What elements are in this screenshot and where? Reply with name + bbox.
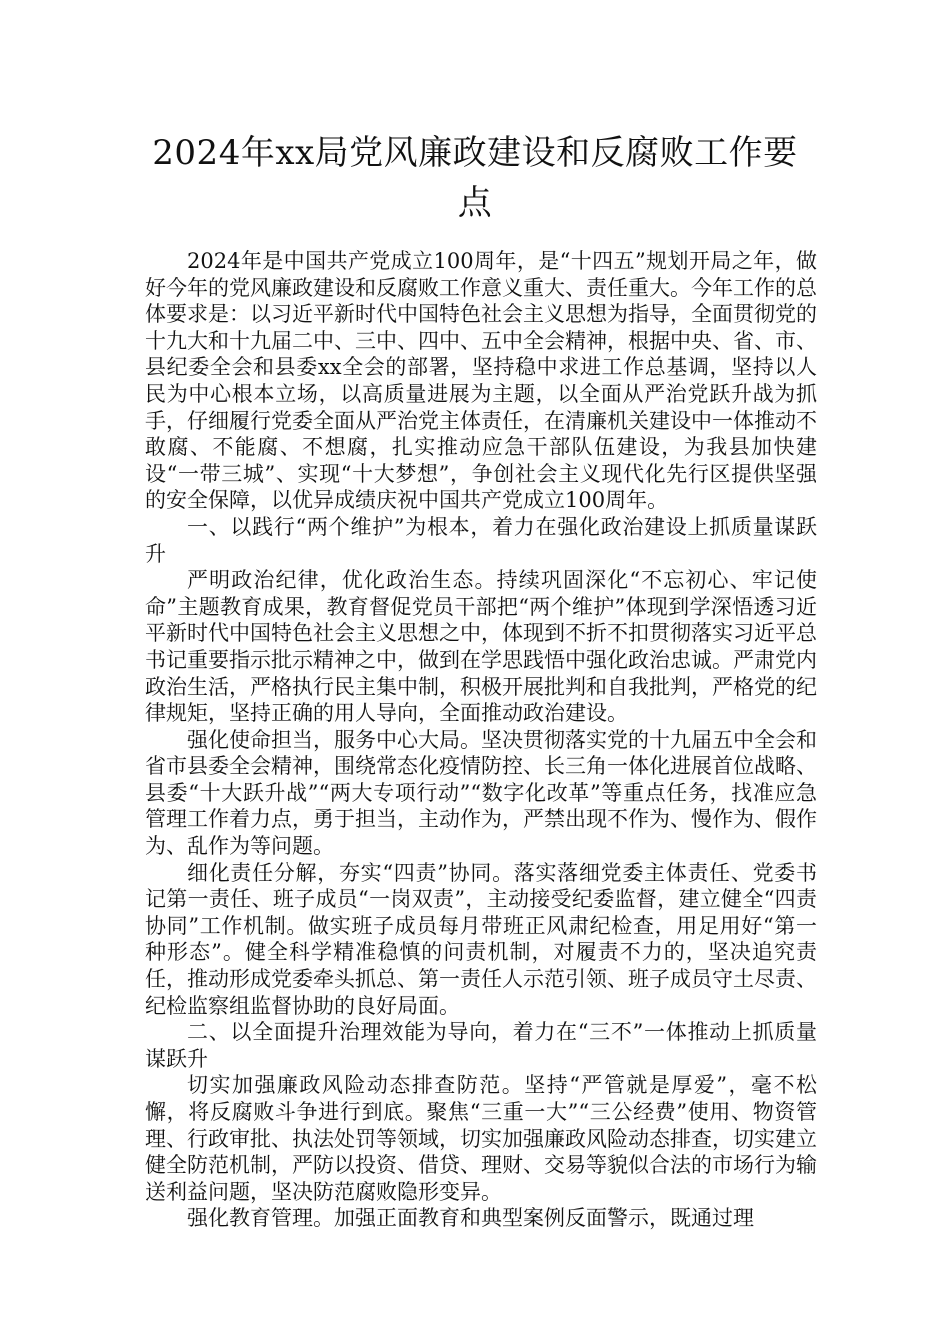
section-heading-1: 一、以践行“两个维护”为根本，着力在强化政治建设上抓质量谋跃升: [145, 514, 817, 566]
document-title: 2024年xx局党风廉政建设和反腐败工作要点: [152, 133, 798, 223]
body-paragraph: 强化使命担当，服务中心大局。坚决贯彻落实党的十九届五中全会和省市县委全会精神，围绕常态化疫情防控、长三角一体化进展首位战略、县委“十大跃升战”“两大专项行动”“数字化改革”等重点任务，找准应急管理工作着力点，勇于担当，主动作为，严禁出现不作为、慢作为、假作为、乱作为等问题。: [145, 727, 817, 859]
intro-paragraph: 2024年是中国共产党成立100周年，是“十四五”规划开局之年，做好今年的党风廉政建设和反腐败工作意义重大、责任重大。今年工作的总体要求是：以习近平新时代中国特色社会主义思想为指导，全面贯彻党的十九大和十九届二中、三中、四中、五中全会精神，根据中央、省、市、县纪委全会和县委xx全会的部署，坚持稳中求进工作总基调，坚持以人民为中心根本立场，以高质量进展为主题，以全面从严治党跃升战为抓手，仔细履行党委全面从严治党主体责任，在清廉机关建设中一体推动不敢腐、不能腐、不想腐，扎实推动应急干部队伍建设，为我县加快建设“一带三城”、实现“十大梦想”，争创社会主义现代化先行区提供坚强的安全保障，以优异成绩庆祝中国共产党成立100周年。: [145, 249, 817, 513]
body-paragraph: 细化责任分解，夯实“四责”协同。落实落细党委主体责任、党委书记第一责任、班子成员“一岗双责”，主动接受纪委监督，建立健全“四责协同”工作机制。做实班子成员每月带班正风肃纪检查，用足用好“第一种形态”。健全科学精准稳慎的问责机制，对履责不力的，坚决追究责任，推动形成党委牵头抓总、第一责任人示范引领、班子成员守土尽责、纪检监察组监督协助的良好局面。: [145, 860, 817, 1018]
body-paragraph: 切实加强廉政风险动态排查防范。坚持“严管就是厚爱”，毫不松懈，将反腐败斗争进行到底。聚焦“三重一大”“三公经费”使用、物资管理、行政审批、执法处罚等领域，切实加强廉政风险动态排查，切实建立健全防范机制，严防以投资、借贷、理财、交易等貌似合法的市场行为输送利益问题，坚决防范腐败隐形变异。: [145, 1073, 817, 1204]
section-heading-2: 二、以全面提升治理效能为导向，着力在“三不”一体推动上抓质量谋跃升: [145, 1020, 817, 1071]
document-body: [145, 248, 817, 1232]
body-paragraph: 严明政治纪律，优化政治生态。持续巩固深化“不忘初心、牢记使命”主题教育成果，教育督促党员干部把“两个维护”体现到学深悟透习近平新时代中国特色社会主义思想之中，体现到不折不扣贯彻落实习近平总书记重要指示批示精神之中，做到在学思践悟中强化政治忠诚。严肃党内政治生活，严格执行民主集中制，积极开展批判和自我批判，严格党的纪律规矩，坚持正确的用人导向，全面推动政治建设。: [145, 568, 817, 726]
body-paragraph: 强化教育管理。加强正面教育和典型案例反面警示，既通过理: [187, 1206, 754, 1231]
